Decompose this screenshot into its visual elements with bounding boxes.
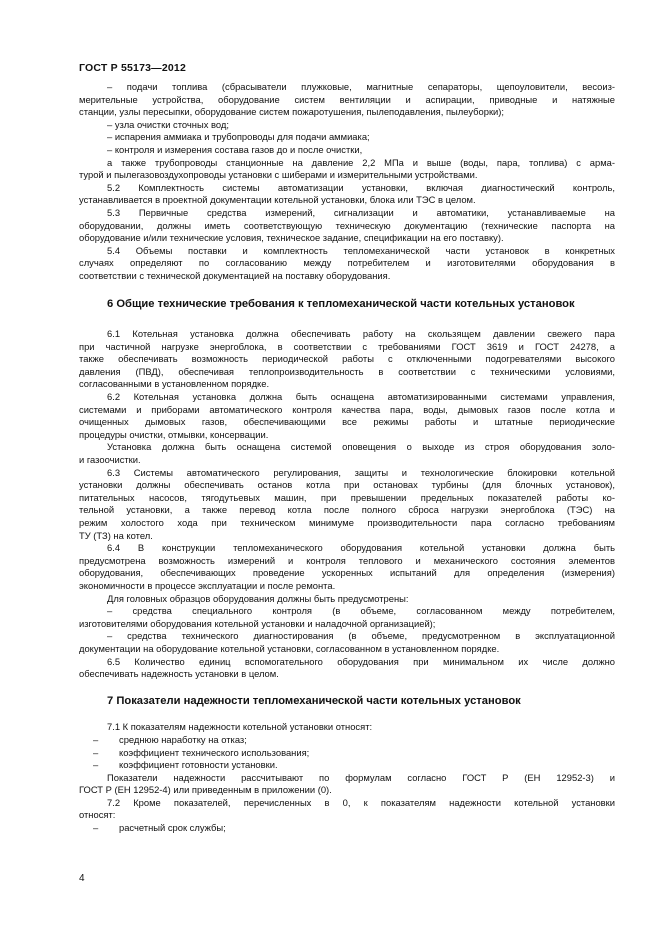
- text-line: Показатели надежности рассчитывают по формулам согласно ГОСТ Р (ЕН 12952-3) и: [107, 771, 615, 783]
- text-line: оборудования, обеспечивающих проведение ускоренных испытаний для определения (измерения): [79, 567, 615, 579]
- text-line: тельной установки, а также перевод котла после полного сброса нагрузки энергоблока (ТЭС) на: [79, 504, 615, 516]
- section-6-heading: 6 Общие технические требования к тепломеханической части котельных установок: [107, 297, 575, 310]
- text-line: станции, узлы пересыпки, оборудование систем пожаротушения, пылеподавления, пылеуборки);: [79, 106, 505, 118]
- text-line: ТУ (ТЗ) на котел.: [79, 529, 153, 541]
- text-line: 6.2 Котельная установка должна быть оснащена автоматизированными системами управления,: [107, 391, 615, 403]
- text-line: документации на оборудование котельной установки, согласованном в установленном порядке.: [79, 642, 500, 654]
- text-line: установки должны обеспечивать останов котла при остановах турбины (для блочных установок),: [79, 479, 615, 491]
- text-line: 6.5 Количество единиц вспомогательного оборудования при минимальном их числе должно: [107, 655, 615, 667]
- list-item: [79, 759, 615, 772]
- text-line: экономичности в процессе эксплуатации и после ремонта.: [79, 579, 336, 591]
- text-line: очищенных дымовых газов, обеспечивающими все режимы работы и штатные периодические: [79, 416, 615, 428]
- text-line: Для головных образцов оборудования должны быть предусмотрены:: [107, 592, 409, 604]
- text-line: 5.3 Первичные средства измерений, сигнализации и автоматики, устанавливаемые на: [107, 206, 615, 218]
- list-item: [79, 747, 615, 760]
- text-line: случаях определяют по согласованию между потребителем и изготовителями оборудования в: [79, 257, 615, 269]
- text-line: согласованными в установленном порядке.: [79, 378, 270, 390]
- list-item-text: среднюю наработку на отказ;: [119, 733, 247, 745]
- text-line: Установка должна быть оснащена системой оповещения о выходе из строя оборудования золо-: [107, 441, 615, 453]
- text-line: – испарения аммиака и трубопроводы для подачи аммиака;: [107, 131, 370, 143]
- text-line: предусмотрена возможность измерений и контроля теплового и механического состояния элементов: [79, 554, 615, 566]
- text-line: процедуры очистки, отмывки, консервации.: [79, 428, 269, 440]
- text-line: изготовителями оборудования котельной установки и наладочной организацией);: [79, 617, 436, 629]
- list-dash: –: [93, 733, 99, 745]
- reliability-indicators-list: [79, 734, 615, 772]
- list-dash: –: [93, 759, 99, 771]
- text-line: 6.3 Системы автоматического регулирования, защиты и технологические блокировки котельной: [107, 466, 615, 478]
- text-line: – средства специального контроля (в объеме, согласованном между потребителем,: [107, 605, 615, 617]
- list-dash: –: [93, 746, 99, 758]
- section6-body: [79, 328, 615, 681]
- list-item-text: коэффициент готовности установки.: [119, 759, 278, 771]
- text-line: 5.4 Объемы поставки и комплектность тепломеханической части установок в конкретных: [107, 244, 615, 256]
- document-header: ГОСТ Р 55173—2012: [79, 62, 187, 74]
- text-line: 6.1 Котельная установка должна обеспечивать работу на скользящем давлении свежего пара: [107, 328, 615, 340]
- section5-continuation: [79, 81, 615, 283]
- text-line: 5.2 Комплектность системы автоматизации установки, включая диагностический контроль,: [107, 181, 615, 193]
- text-line: также обеспечивать возможность периодической работы с отключенными подогревателями высокого: [79, 353, 615, 365]
- list-item-text: коэффициент технического использования;: [119, 746, 310, 758]
- section-7-heading: 7 Показатели надежности тепломеханической части котельных установок: [107, 694, 521, 707]
- text-line: а также трубопроводы станционные на давление 2,2 МПа и выше (воды, пара, топлива) с арма-: [107, 156, 615, 168]
- page-number: 4: [79, 873, 85, 884]
- text-line: системами и приборами автоматического контроля качества пара, воды, дымовых газов после котла и: [79, 403, 615, 415]
- list-dash: –: [93, 822, 99, 834]
- list-item: [79, 734, 615, 747]
- text-line: относят:: [79, 809, 116, 821]
- list-item-text: расчетный срок службы;: [119, 822, 226, 834]
- text-line: и газоочистки.: [79, 454, 141, 466]
- text-line: устанавливается в проектной документации котельной установки, блока или ТЭС в целом.: [79, 194, 476, 206]
- text-line: при частичной нагрузке энергоблока, в соответствии с требованиями ГОСТ 3619 и ГОСТ 24278, а: [79, 340, 615, 352]
- text-line: мерительные устройства, оборудование систем вентиляции и аспирации, приводные и натяжные: [79, 93, 615, 105]
- list-item: [79, 822, 615, 835]
- text-line: оборудование и/или технические условия, техническое задание, спецификации на его поставку).: [79, 232, 504, 244]
- additional-indicators-list: [79, 822, 615, 835]
- text-line: турой и пылегазовоздухопроводы установки с шиберами и измерительными устройствами.: [79, 169, 478, 181]
- text-line: – контроля и измерения состава газов до и после очистки,: [107, 143, 363, 155]
- text-line: – подачи топлива (сбрасыватели плужковые, магнитные сепараторы, щепоуловители, весоиз-: [107, 81, 615, 92]
- clause-7-1: 7.1 К показателям надежности котельной установки относят:: [107, 721, 373, 733]
- text-line: соответствии с технической документацией на поставку оборудования.: [79, 269, 391, 281]
- text-line: 6.4 В конструкции тепломеханического оборудования котельной установки должна быть: [107, 542, 615, 554]
- text-line: обеспечивать надежность установки в целом.: [79, 668, 279, 680]
- section7-body: [79, 772, 615, 822]
- text-line: оборудовании, должны иметь соответствующую техническую документацию (технические паспорта на: [79, 219, 615, 231]
- text-line: давления (ПВД), обеспечивая теплопроизводительность в соответствии с техническими условиями,: [79, 365, 615, 377]
- page-content: [79, 81, 615, 835]
- text-line: ГОСТ Р (ЕН 12952-4) или приведенным в приложении (0).: [79, 784, 332, 796]
- text-line: – узла очистки сточных вод;: [107, 118, 229, 130]
- text-line: 7.2 Кроме показателей, перечисленных в 0, к показателям надежности котельной установки: [107, 796, 615, 808]
- text-line: – средства технического диагностирования (в объеме, предусмотренном в эксплуатационной: [107, 630, 615, 642]
- text-line: режим холостого хода при техническом минимуме производительности пара согласно требованиям: [79, 517, 615, 528]
- text-line: питательных насосов, тягодутьевых машин, при превышении предельных показателей работы ко-: [79, 491, 615, 503]
